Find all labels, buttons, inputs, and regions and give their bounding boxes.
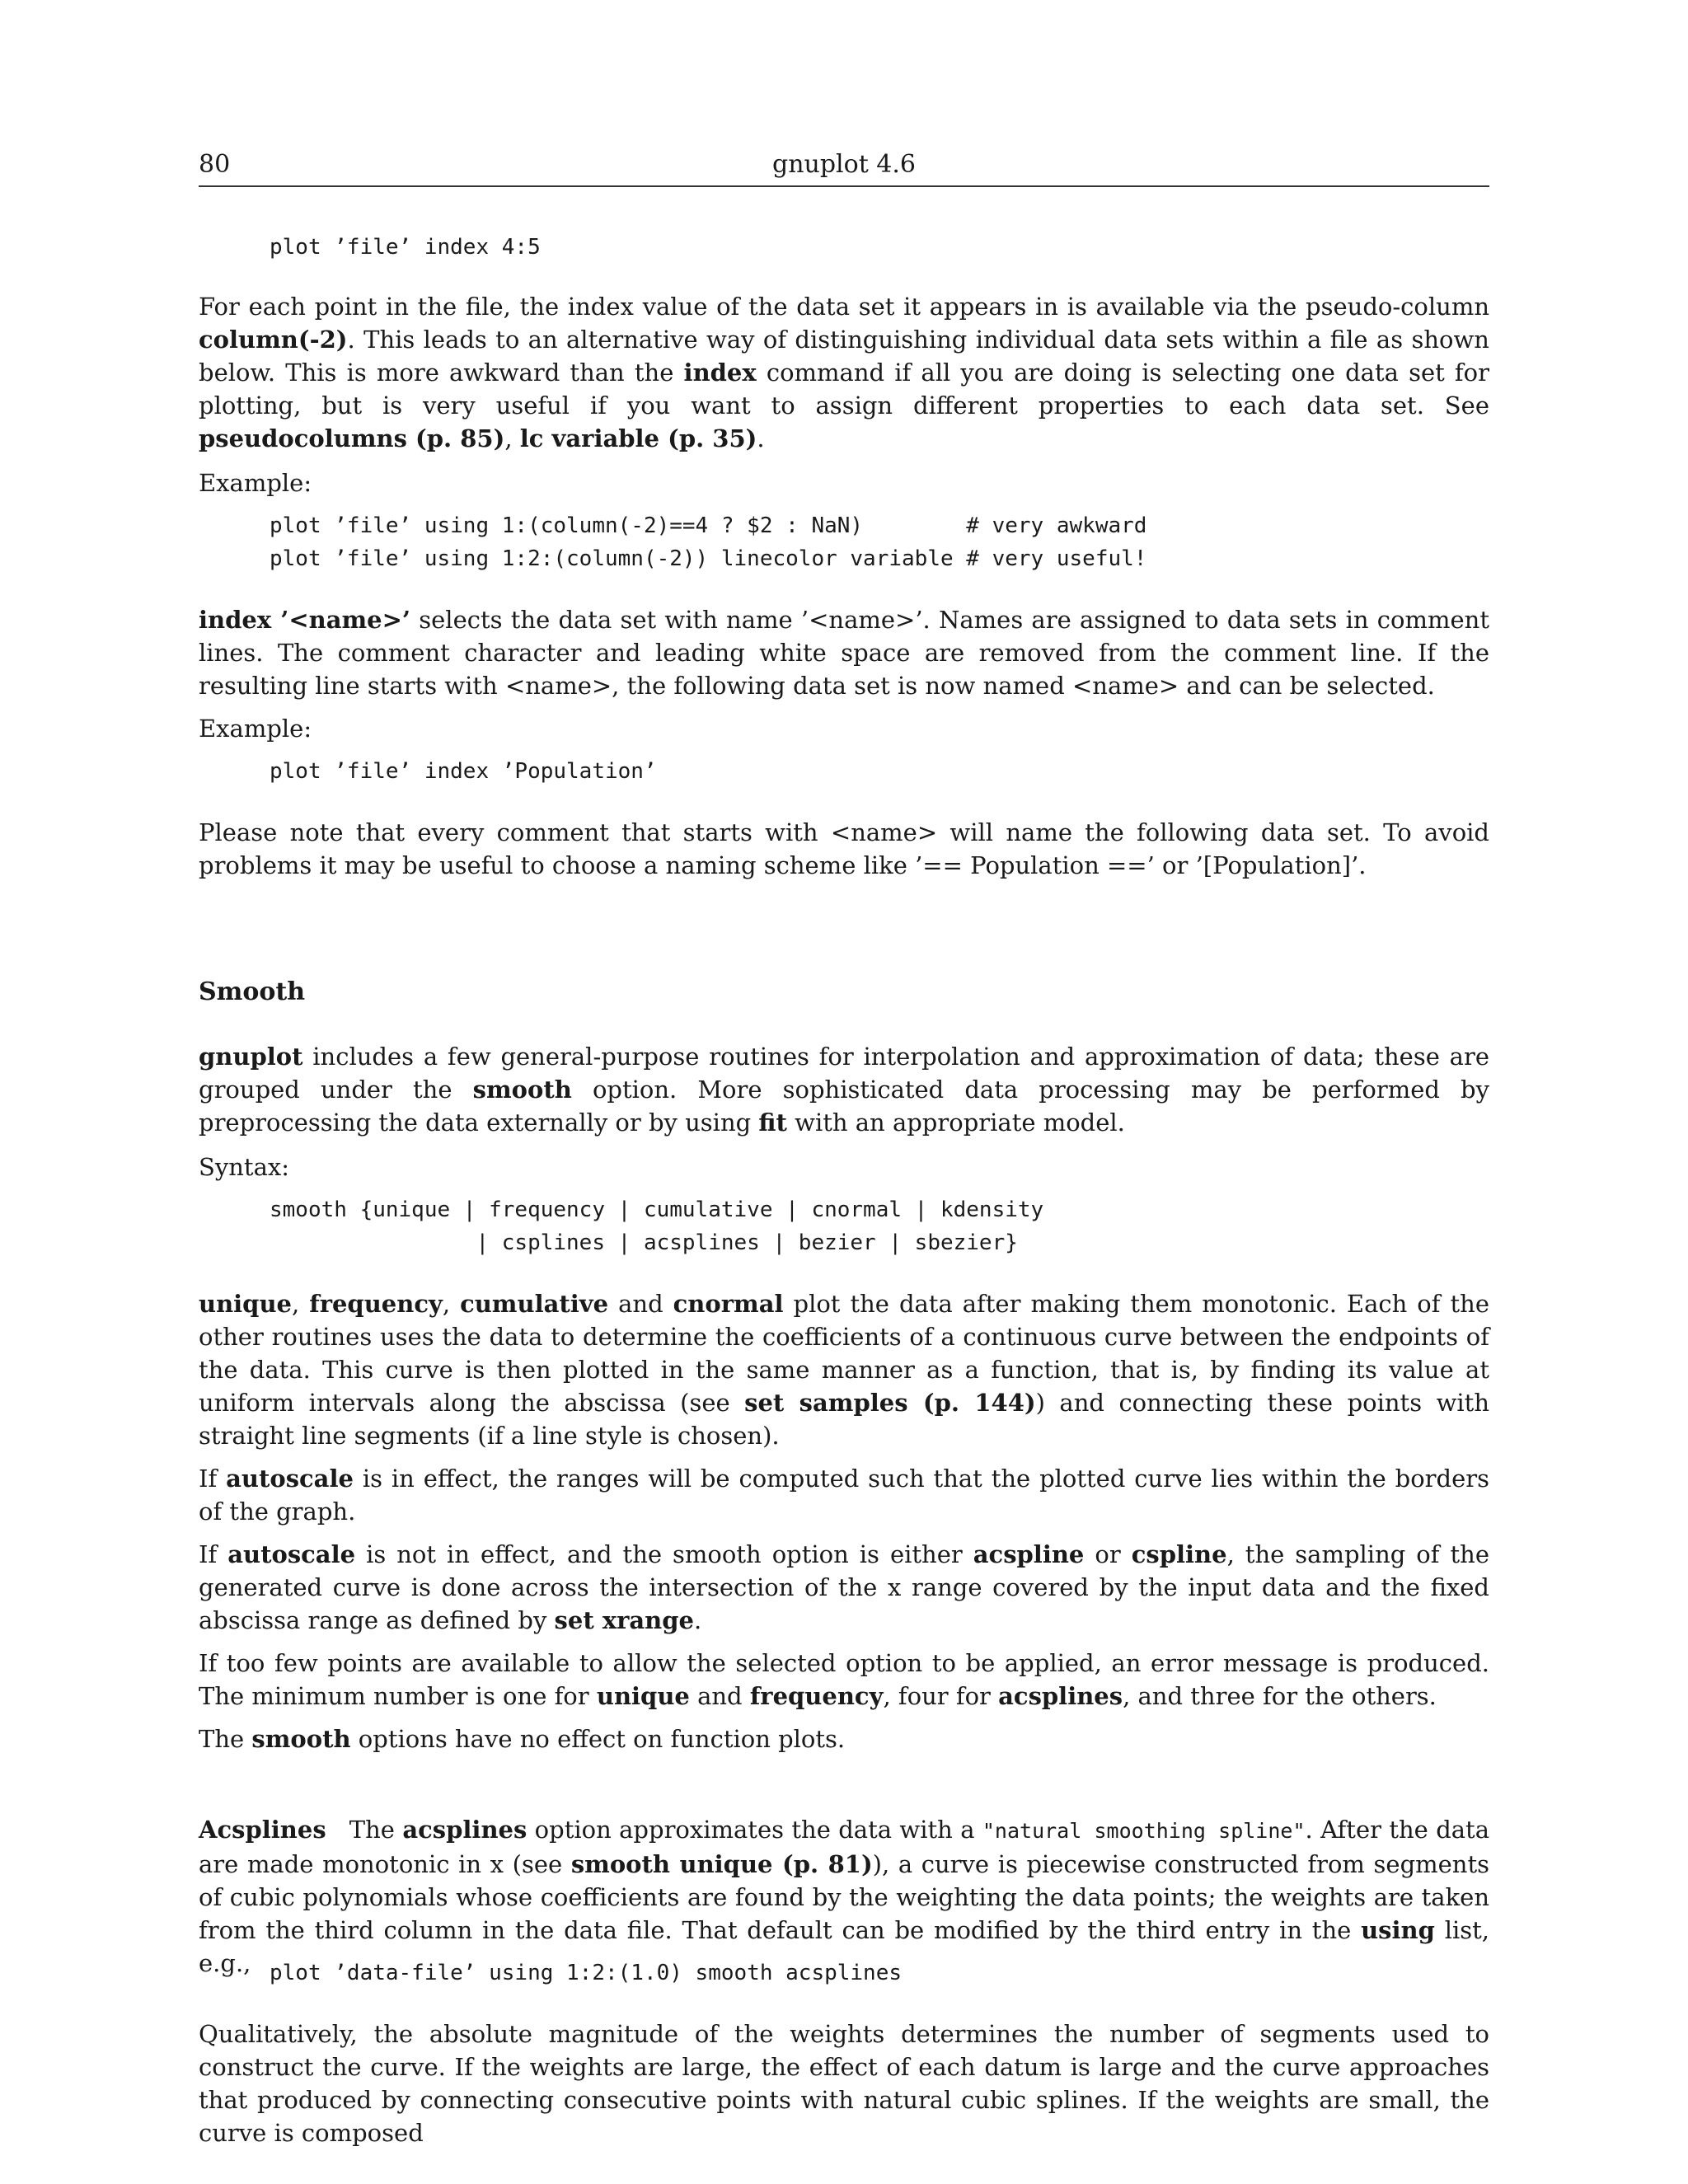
syntax-label: Syntax: bbox=[199, 1153, 289, 1181]
paragraph-autoscale-off: If autoscale is not in effect, and the smooth option is either acspline or cspline, the sampling of the generated curve is done across the intersection of the x range covered by the input data and the fixed abscissa range as defined by set xrange. bbox=[199, 1540, 1490, 1634]
page-number: 80 bbox=[199, 150, 231, 179]
code-syntax-line: smooth {unique | frequency | cumulative | cnormal | kdensity bbox=[270, 1197, 1044, 1222]
code-syntax-line: | csplines | acsplines | bezier | sbezier} bbox=[270, 1230, 1018, 1255]
paragraph-no-effect: The smooth options have no effect on function plots. bbox=[199, 1725, 846, 1753]
paragraph-pseudo-column: For each point in the file, the index value of the data set it appears in is available via the pseudo-column column(-2). This leads to an alternative way of distinguishing individual data sets within a file as shown below. This is more awkward than the index command if all you are doing is selecting one data set for plotting, but is very useful if you want to assign different properties to each data set. See pseudocolumns (p. 85), lc variable (p. 35). bbox=[199, 293, 1489, 452]
subsection-heading-acsplines: Acsplines bbox=[199, 1816, 326, 1844]
example-label: Example: bbox=[199, 715, 312, 743]
code-index-range: plot ’file’ index 4:5 bbox=[270, 235, 541, 260]
paragraph-index-name: index ’<name>’ selects the data set with name ’<name>’. Names are assigned to data sets in comment lines. The comment character and leading white space are removed from the comment line. If the resulting line starts with <name>, the following data set is now named <name> and can be selected. bbox=[199, 606, 1490, 700]
paragraph-too-few-points: If too few points are available to allow the selected option to be applied, an error message is produced. The minimum number is one for unique and frequency, four for acsplines, and three for the others. bbox=[199, 1649, 1489, 1710]
example-label: Example: bbox=[199, 469, 312, 497]
paragraph-monotonic: unique, frequency, cumulative and cnormal plot the data after making them monotonic. Each of the other routines uses the data to determine the coefficients of a continuous curve between the endpoints of the data. This curve is then plotted in the same manner as a function, that is, by finding its value at uniform intervals along the abscissa (see set samples (p. 144)) and connecting these points with straight line segments (if a line style is chosen). bbox=[199, 1290, 1489, 1450]
paragraph-naming-note: Please note that every comment that starts with <name> will name the following data set. To avoid problems it may be useful to choose a naming scheme like ’== Population ==’ or ’[Population]’. bbox=[199, 818, 1489, 879]
section-heading-smooth: Smooth bbox=[199, 977, 306, 1006]
code-example-line: plot ’file’ using 1:2:(column(-2)) linecolor variable # very useful! bbox=[270, 546, 1147, 571]
paragraph-autoscale-on: If autoscale is in effect, the ranges will be computed such that the plotted curve lies within the borders of the graph. bbox=[199, 1465, 1489, 1526]
code-example-population: plot ’file’ index ’Population’ bbox=[270, 759, 657, 784]
code-acsplines: plot ’data-file’ using 1:2:(1.0) smooth acsplines bbox=[270, 1961, 903, 1985]
code-example-line: plot ’file’ using 1:(column(-2)==4 ? $2 : NaN) # very awkward bbox=[270, 513, 1147, 538]
paragraph-qualitative: Qualitatively, the absolute magnitude of the weights determines the number of segments used to construct the curve. If the weights are large, the effect of each datum is large and the curve approaches that produced by connecting consecutive points with natural cubic splines. If the weights are small, the curve is composed bbox=[199, 2020, 1489, 2147]
paragraph-acsplines: Acsplines The acsplines option approximates the data with a "natural smoothing spline". After the data are made monotonic in x (see smooth unique (p. 81)), a curve is piecewise constructed from segments of cubic polynomials whose coefficients are found by the weighting the data points; the weights are taken from the third column in the data file. That default can be modified by the third entry in the using list, e.g., bbox=[199, 1816, 1490, 1977]
running-title: gnuplot 4.6 bbox=[771, 150, 916, 179]
paragraph-smooth-intro: gnuplot includes a few general-purpose routines for interpolation and approximation of data; these are grouped under the smooth option. More sophisticated data processing may be performed by preprocessing the data externally or by using fit with an appropriate model. bbox=[199, 1043, 1489, 1137]
page-header bbox=[199, 148, 1489, 187]
